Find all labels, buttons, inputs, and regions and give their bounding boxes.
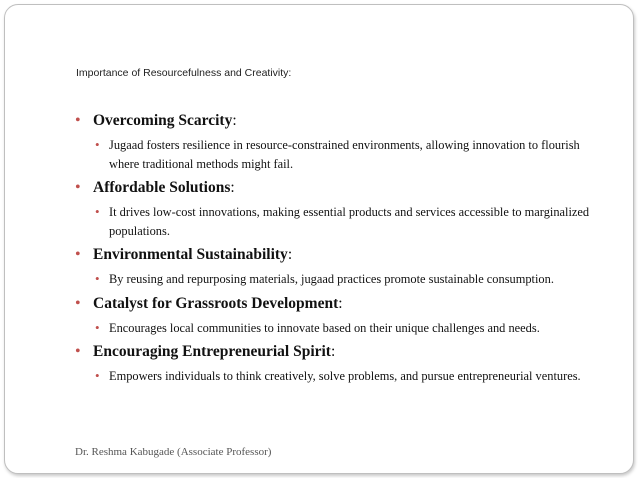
sub-bullet-dot-icon: • — [95, 271, 100, 286]
item-heading — [75, 293, 615, 315]
heading-text: Catalyst for Grassroots Development — [93, 294, 339, 312]
bullet-list — [75, 110, 615, 390]
detail-text: Empowers individuals to think creatively, solve problems, and pursue entrepreneurial ventures. — [109, 369, 581, 383]
item-heading — [75, 177, 615, 199]
item-heading — [75, 110, 615, 132]
slide-title: Importance of Resourcefulness and Creativity: — [76, 67, 292, 79]
heading-text: Environmental Sustainability — [93, 246, 288, 263]
slide-footer: Dr. Reshma Kabugade (Associate Professor) — [75, 446, 272, 458]
item-detail — [75, 270, 615, 289]
sub-bullet-dot-icon: • — [95, 204, 100, 219]
list-item — [75, 341, 615, 386]
item-heading — [75, 244, 615, 266]
item-detail — [75, 203, 615, 240]
bullet-dot-icon: • — [75, 246, 81, 263]
detail-text: Encourages local communities to innovate based on their unique challenges and needs. — [109, 320, 540, 335]
detail-text: Jugaad fosters resilience in resource-constrained environments, allowing innovation to flourish where traditional methods might fail. — [109, 138, 580, 171]
heading-colon: : — [230, 179, 235, 196]
heading-text: Encouraging Entrepreneurial Spirit — [93, 343, 331, 360]
list-item — [75, 293, 615, 338]
item-detail — [75, 367, 615, 386]
item-heading — [75, 341, 615, 363]
sub-bullet-dot-icon: • — [95, 319, 100, 335]
bullet-dot-icon: • — [75, 179, 81, 196]
heading-colon: : — [338, 294, 343, 312]
list-item — [75, 110, 615, 173]
item-detail — [75, 136, 615, 173]
heading-text: Overcoming Scarcity — [93, 112, 233, 129]
detail-text: By reusing and repurposing materials, jugaad practices promote sustainable consumption. — [109, 272, 554, 286]
list-item — [75, 177, 615, 240]
heading-colon: : — [330, 343, 336, 360]
heading-colon: : — [232, 112, 237, 129]
bullet-dot-icon: • — [75, 112, 81, 129]
heading-text: Affordable Solutions — [93, 179, 231, 196]
detail-text: It drives low-cost innovations, making essential products and services accessible to marginalized populations. — [109, 205, 590, 238]
sub-bullet-dot-icon: • — [95, 368, 100, 383]
bullet-dot-icon: • — [75, 294, 81, 312]
heading-colon: : — [287, 246, 293, 263]
list-item — [75, 244, 615, 289]
sub-bullet-dot-icon: • — [95, 137, 100, 152]
item-detail — [75, 319, 615, 338]
bullet-dot-icon: • — [75, 343, 81, 360]
slide-frame — [4, 4, 634, 474]
